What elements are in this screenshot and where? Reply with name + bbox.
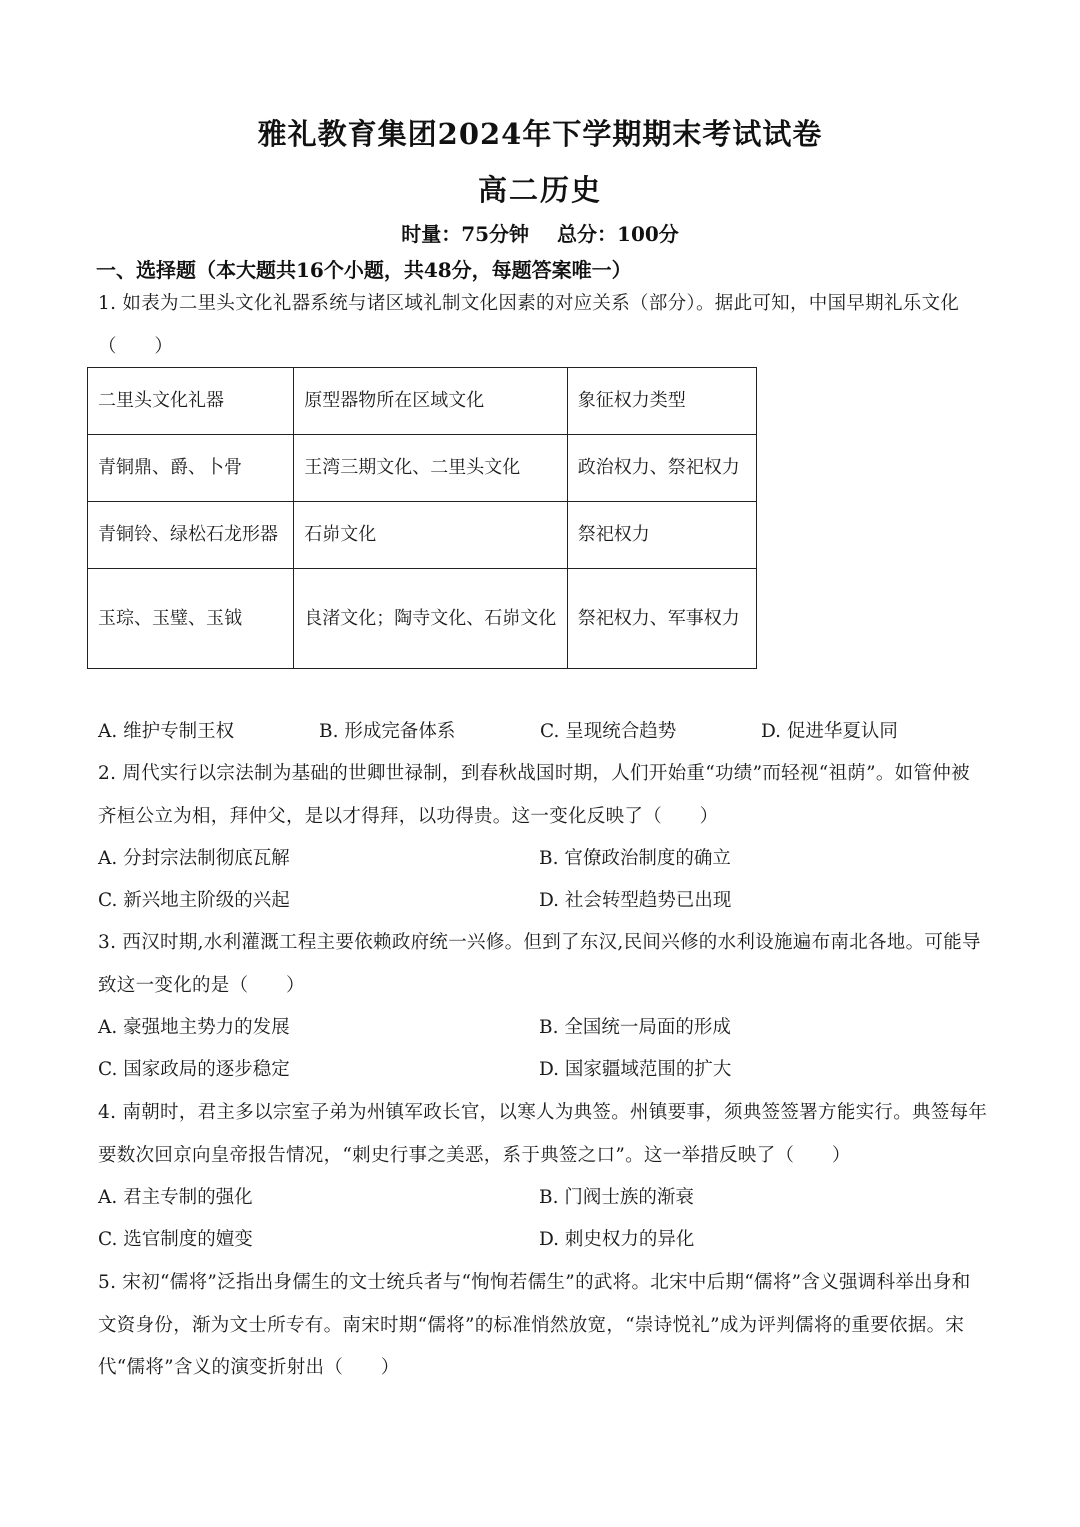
- table-cell: 青铜鼎、爵、卜骨: [88, 435, 294, 502]
- question-5-stem: 5. 宋初“儒将”泛指出身儒生的文士统兵者与“恂恂若儒生”的武将。北宋中后期“儒将”含义强调科举出身和文资身份，渐为文士所专有。南宋时期“儒将”的标准悄然放宽，“崇诗悦礼”成为评判儒将的重要依据。宋代“儒将”含义的演变折射出（ ）: [98, 1272, 971, 1378]
- question-1-options: [98, 711, 988, 753]
- question-3-stem: 3. 西汉时期,水利灌溉工程主要依赖政府统一兴修。但到了东汉,民间兴修的水利设施遍布南北各地。可能导致这一变化的是（ ）: [98, 932, 981, 996]
- exam-meta: [0, 218, 1080, 247]
- table-cell: 祭祀权力: [567, 502, 756, 569]
- question-3-options-row-2: [98, 1049, 988, 1091]
- option-c[interactable]: C. 国家政局的逐步稳定: [98, 1059, 290, 1080]
- table-row: [88, 435, 757, 502]
- subject-title: 高二历史: [477, 173, 602, 207]
- table-cell: 政治权力、祭祀权力: [567, 435, 756, 502]
- exam-title: 雅礼教育集团2024年下学期期末考试试卷: [257, 117, 823, 151]
- table-cell: 王湾三期文化、二里头文化: [294, 435, 567, 502]
- question-1-stem: 1. 如表为二里头文化礼器系统与诸区域礼制文化因素的对应关系（部分）。据此可知，中国早期礼乐文化（ ）: [98, 293, 960, 357]
- option-b[interactable]: B. 全国统一局面的形成: [539, 1017, 731, 1038]
- table-header-cell: 象征权力类型: [567, 368, 756, 435]
- time-limit: 时量：75分钟: [401, 222, 530, 246]
- option-c[interactable]: C. 新兴地主阶级的兴起: [98, 890, 290, 911]
- table-row: [88, 569, 757, 669]
- question-2-options-row-2: [98, 880, 988, 922]
- table-cell: 良渚文化；陶寺文化、石峁文化: [294, 569, 567, 669]
- option-a[interactable]: A. 分封宗法制彻底瓦解: [98, 848, 290, 869]
- option-a[interactable]: A. 维护专制王权: [98, 721, 235, 742]
- question-2-stem: 2. 周代实行以宗法制为基础的世卿世禄制，到春秋战国时期，人们开始重“功绩”而轻视“祖荫”。如管仲被齐桓公立为相，拜仲父，是以才得拜，以功得贵。这一变化反映了（ ）: [98, 763, 970, 827]
- question-3-options-row-1: [98, 1007, 988, 1049]
- option-b[interactable]: B. 形成完备体系: [319, 721, 456, 742]
- option-c[interactable]: C. 选官制度的嬗变: [98, 1229, 253, 1250]
- option-a[interactable]: A. 豪强地主势力的发展: [98, 1017, 290, 1038]
- option-d[interactable]: D. 促进华夏认同: [761, 721, 898, 742]
- option-b[interactable]: B. 官僚政治制度的确立: [539, 848, 731, 869]
- table-cell: 玉琮、玉璧、玉钺: [88, 569, 294, 669]
- question-4-options-row-1: [98, 1177, 988, 1219]
- option-c[interactable]: C. 呈现统合趋势: [540, 721, 677, 742]
- question-4-options-row-2: [98, 1219, 988, 1261]
- option-d[interactable]: D. 刺史权力的异化: [539, 1229, 695, 1250]
- table-row: [88, 502, 757, 569]
- option-d[interactable]: D. 社会转型趋势已出现: [539, 890, 732, 911]
- table-cell: 石峁文化: [294, 502, 567, 569]
- total-score: 总分：100分: [557, 222, 679, 246]
- question-1-table: [87, 367, 757, 669]
- table-header-cell: 二里头文化礼器: [88, 368, 294, 435]
- table-header-cell: 原型器物所在区域文化: [294, 368, 567, 435]
- question-4-stem: 4. 南朝时，君主多以宗室子弟为州镇军政长官，以寒人为典签。州镇要事，须典签签署方能实行。典签每年要数次回京向皇帝报告情况，“刺史行事之美恶，系于典签之口”。这一举措反映了（ ）: [98, 1102, 988, 1166]
- table-cell: 青铜铃、绿松石龙形器: [88, 502, 294, 569]
- section-heading: 一、选择题（本大题共16个小题，共48分，每题答案唯一）: [96, 258, 632, 282]
- option-b[interactable]: B. 门阀士族的渐衰: [539, 1187, 694, 1208]
- option-a[interactable]: A. 君主专制的强化: [98, 1187, 253, 1208]
- table-cell: 祭祀权力、军事权力: [567, 569, 756, 669]
- option-d[interactable]: D. 国家疆域范围的扩大: [539, 1059, 732, 1080]
- question-2-options-row-1: [98, 838, 988, 880]
- table-header-row: [88, 368, 757, 435]
